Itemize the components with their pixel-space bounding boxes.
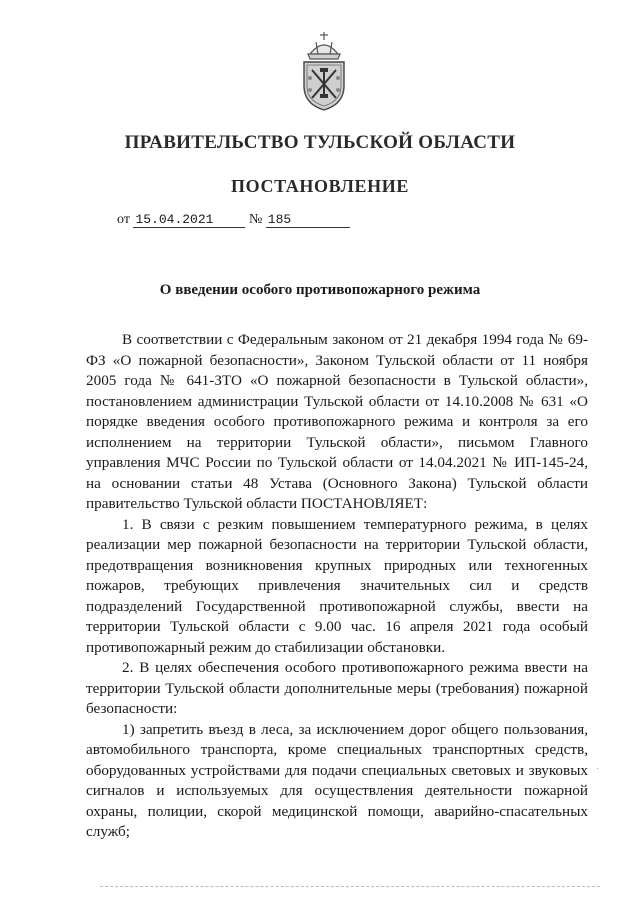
date-prefix: от <box>117 212 130 227</box>
date-number-line <box>117 212 350 228</box>
number-prefix: № <box>248 212 263 227</box>
paragraph-item-2: 2. В целях обеспечения особого противопожарного режима ввести на территории Тульской области дополнительные меры (требования) пожарной безопасности: <box>86 659 588 717</box>
coat-of-arms-icon <box>296 28 352 112</box>
paragraph-preamble: В соответствии с Федеральным законом от 21 декабря 1994 года № 69-ФЗ «О пожарной безопасности», Законом Тульской области от 11 ноября 2005 года № 641-ЗТО «О пожарной безопасности в Тульской области», постановлением администрации Тульской области от 14.10.2008 № 631 «О порядке введения особого противопожарного режима и контроля за его исполнением на территории Тульской области», письмом Главного управления МЧС России по Тульской области от 14.04.2021 № ИП-145-24, на основании статьи 48 Устава (Основного Закона) Тульской области правительство Тульской области ПОСТАНОВЛЯЕТ: <box>86 331 588 512</box>
document-type: ПОСТАНОВЛЕНИЕ <box>231 176 409 196</box>
paragraph-subitem-1: 1) запретить въезд в леса, за исключением дорог общего пользования, автомобильного транспорта, кроме специальных транспортных средств, оборудованных устройствами для подачи специальных световых и звуковых сигналов и используемых для осуществления деятельности пожарной охраны, полиции, скорой медицинской помощи, аварийно-спасательных служб; <box>86 720 588 840</box>
scan-mark: · <box>596 764 600 775</box>
document-body <box>86 330 588 843</box>
document-heading: О введении особого противопожарного режима <box>159 282 481 298</box>
organization-title: ПРАВИТЕЛЬСТВО ТУЛЬСКОЙ ОБЛАСТИ <box>124 132 516 153</box>
paragraph-item-1: 1. В связи с резким повышением температурного режима, в целях реализации мер пожарной безопасности на территории Тульской области, предотвращения возникновения крупных природных или техногенных пожаров, требующих привлечения значительных сил и средств подразделений Государственной противопожарной службы, ввести на территории Тульской области с 9.00 час. 16 апреля 2021 года особый противопожарный режим до стабилизации обстановки. <box>86 515 588 656</box>
document-date: 15.04.2021 <box>133 212 245 228</box>
scan-edge-artifact <box>100 886 600 891</box>
document-number: 185 <box>266 212 350 228</box>
